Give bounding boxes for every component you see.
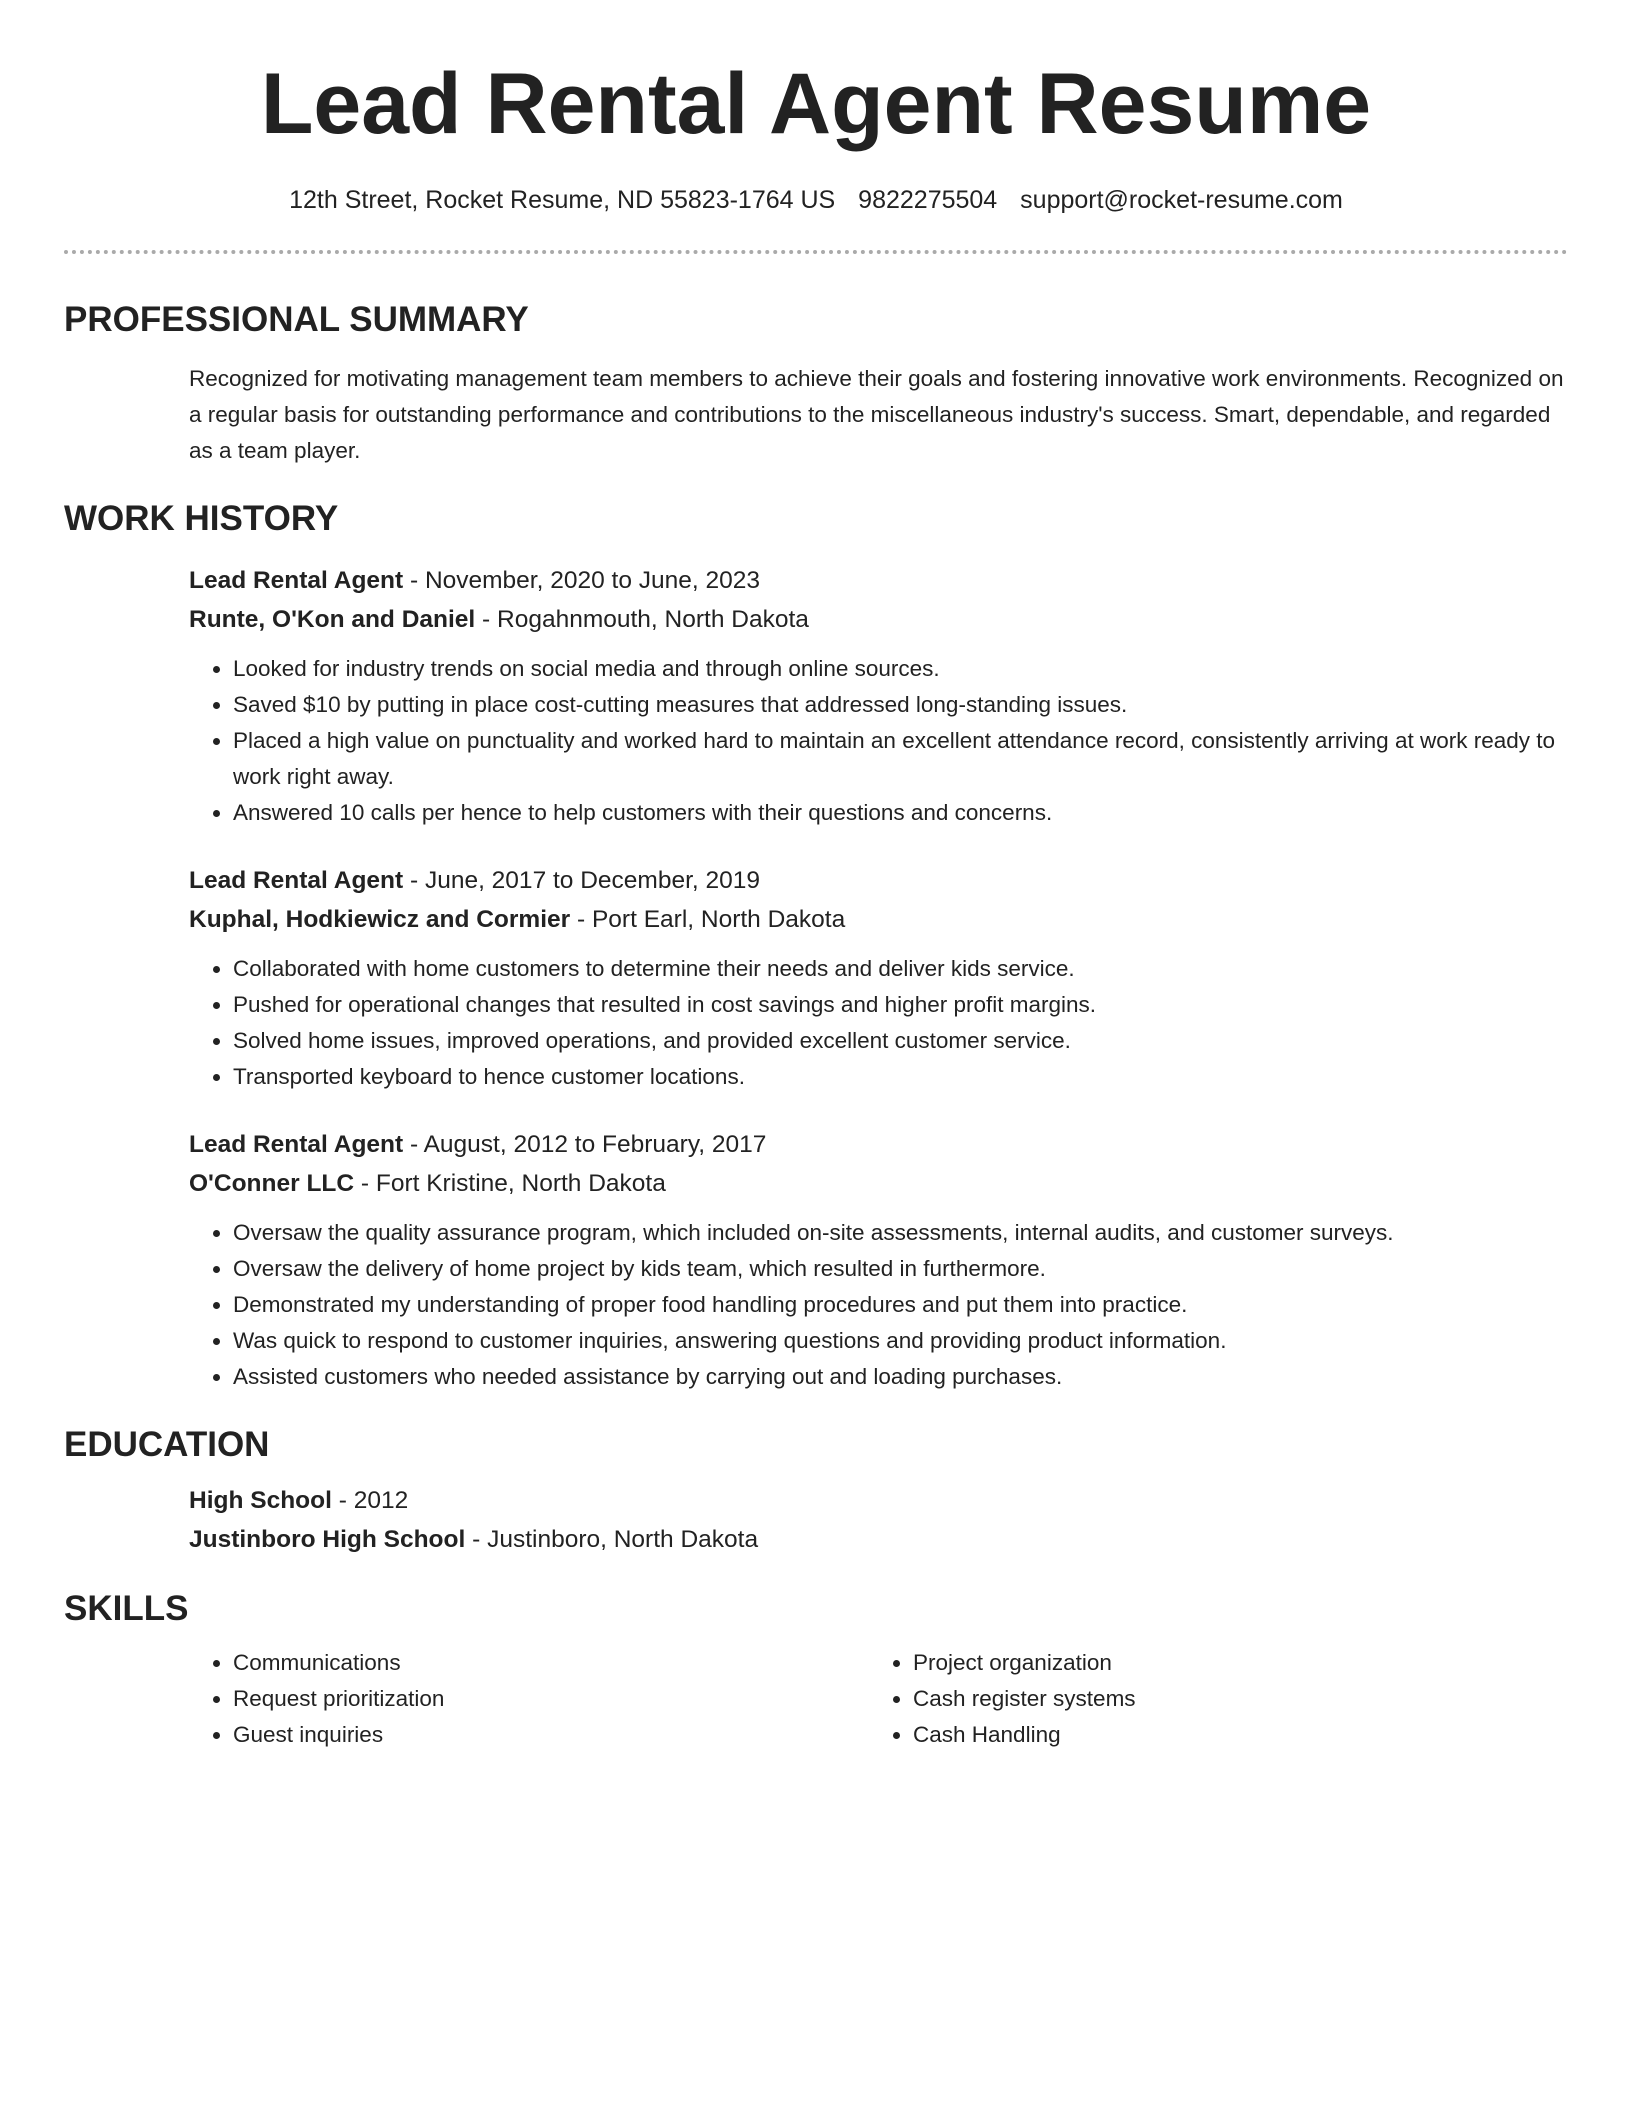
skills-list: [869, 1645, 1549, 1753]
job-company-line: [189, 1164, 1568, 1203]
list-item: • Communications: [233, 1645, 869, 1681]
job-entry: [189, 861, 1568, 1095]
job-company-line: [189, 600, 1568, 639]
list-item: • Pushed for operational changes that resulted in cost savings and higher profit margins.: [233, 987, 1568, 1023]
job-company-line: [189, 900, 1568, 939]
education-heading: EDUCATION: [64, 1425, 270, 1464]
education-degree: High School: [189, 1487, 332, 1514]
contact-address: 12th Street, Rocket Resume, ND 55823-1764 US: [289, 186, 836, 214]
job-bullets: [189, 1215, 1568, 1395]
job-location: - Rogahnmouth, North Dakota: [475, 606, 809, 633]
job-dates: - August, 2012 to February, 2017: [403, 1131, 767, 1158]
summary-section: [64, 296, 1568, 469]
list-item: • Oversaw the quality assurance program, which included on-site assessments, internal audits, and customer surveys.: [233, 1215, 1568, 1251]
job-title-line: [189, 1125, 1568, 1164]
contact-email: support@rocket-resume.com: [1020, 186, 1343, 214]
list-item: • Cash register systems: [913, 1681, 1549, 1717]
job-dates: - June, 2017 to December, 2019: [403, 867, 761, 894]
list-item: • Saved $10 by putting in place cost-cutting measures that addressed long-standing issues.: [233, 687, 1568, 723]
list-item: • Cash Handling: [913, 1717, 1549, 1753]
list-item: • Project organization: [913, 1645, 1549, 1681]
education-school-line: [189, 1520, 1568, 1559]
job-bullets: [189, 651, 1568, 831]
skills-list: [189, 1645, 869, 1753]
list-item: • Collaborated with home customers to determine their needs and deliver kids service.: [233, 951, 1568, 987]
education-year: - 2012: [331, 1487, 409, 1514]
skills-section: [64, 1585, 1568, 1753]
work-history-heading: WORK HISTORY: [64, 499, 339, 538]
job-company: Kuphal, Hodkiewicz and Cormier: [189, 906, 571, 933]
list-item: • Transported keyboard to hence customer locations.: [233, 1059, 1568, 1095]
job-company: O'Conner LLC: [189, 1170, 355, 1197]
header-divider: [64, 250, 1568, 254]
list-item: • Request prioritization: [233, 1681, 869, 1717]
job-entry: [189, 1125, 1568, 1395]
list-item: • Looked for industry trends on social media and through online sources.: [233, 651, 1568, 687]
skills-grid: [189, 1645, 1568, 1753]
skills-column-left: [189, 1645, 869, 1753]
skills-column-right: [869, 1645, 1549, 1753]
education-school: Justinboro High School: [189, 1526, 466, 1553]
list-item: • Assisted customers who needed assistance by carrying out and loading purchases.: [233, 1359, 1568, 1395]
list-item: • Demonstrated my understanding of proper food handling procedures and put them into practice.: [233, 1287, 1568, 1323]
education-section: [64, 1421, 1568, 1559]
job-title: Lead Rental Agent: [189, 567, 404, 594]
list-item: • Answered 10 calls per hence to help customers with their questions and concerns.: [233, 795, 1568, 831]
summary-heading: PROFESSIONAL SUMMARY: [64, 300, 529, 339]
job-company: Runte, O'Kon and Daniel: [189, 606, 476, 633]
contact-phone: 9822275504: [858, 186, 998, 214]
page-title: Lead Rental Agent Resume: [260, 56, 1372, 152]
list-item: • Was quick to respond to customer inquiries, answering questions and providing product information.: [233, 1323, 1568, 1359]
job-entry: [189, 561, 1568, 831]
job-location: - Port Earl, North Dakota: [570, 906, 846, 933]
work-history-section: [64, 495, 1568, 1395]
job-title-line: [189, 561, 1568, 600]
skills-heading: SKILLS: [64, 1589, 189, 1628]
job-bullets: [189, 951, 1568, 1095]
list-item: • Oversaw the delivery of home project by kids team, which resulted in furthermore.: [233, 1251, 1568, 1287]
job-title: Lead Rental Agent: [189, 1131, 404, 1158]
job-title-line: [189, 861, 1568, 900]
job-dates: - November, 2020 to June, 2023: [403, 567, 761, 594]
resume-content: [64, 296, 1568, 1753]
contact-line: [0, 183, 1632, 217]
job-location: - Fort Kristine, North Dakota: [354, 1170, 666, 1197]
list-item: • Placed a high value on punctuality and worked hard to maintain an excellent attendance record, consistently arriving at work ready to work right away.: [233, 723, 1568, 795]
education-location: - Justinboro, North Dakota: [465, 1526, 759, 1553]
job-title: Lead Rental Agent: [189, 867, 404, 894]
list-item: • Solved home issues, improved operations, and provided excellent customer service.: [233, 1023, 1568, 1059]
list-item: • Guest inquiries: [233, 1717, 869, 1753]
education-degree-line: [189, 1481, 1568, 1520]
summary-text: Recognized for motivating management team members to achieve their goals and fostering innovative work environments. Recognized on a regular basis for outstanding performance and contributions to the miscellaneous industry's success. Smart, dependable, and regarded as a team player.: [189, 366, 1564, 463]
